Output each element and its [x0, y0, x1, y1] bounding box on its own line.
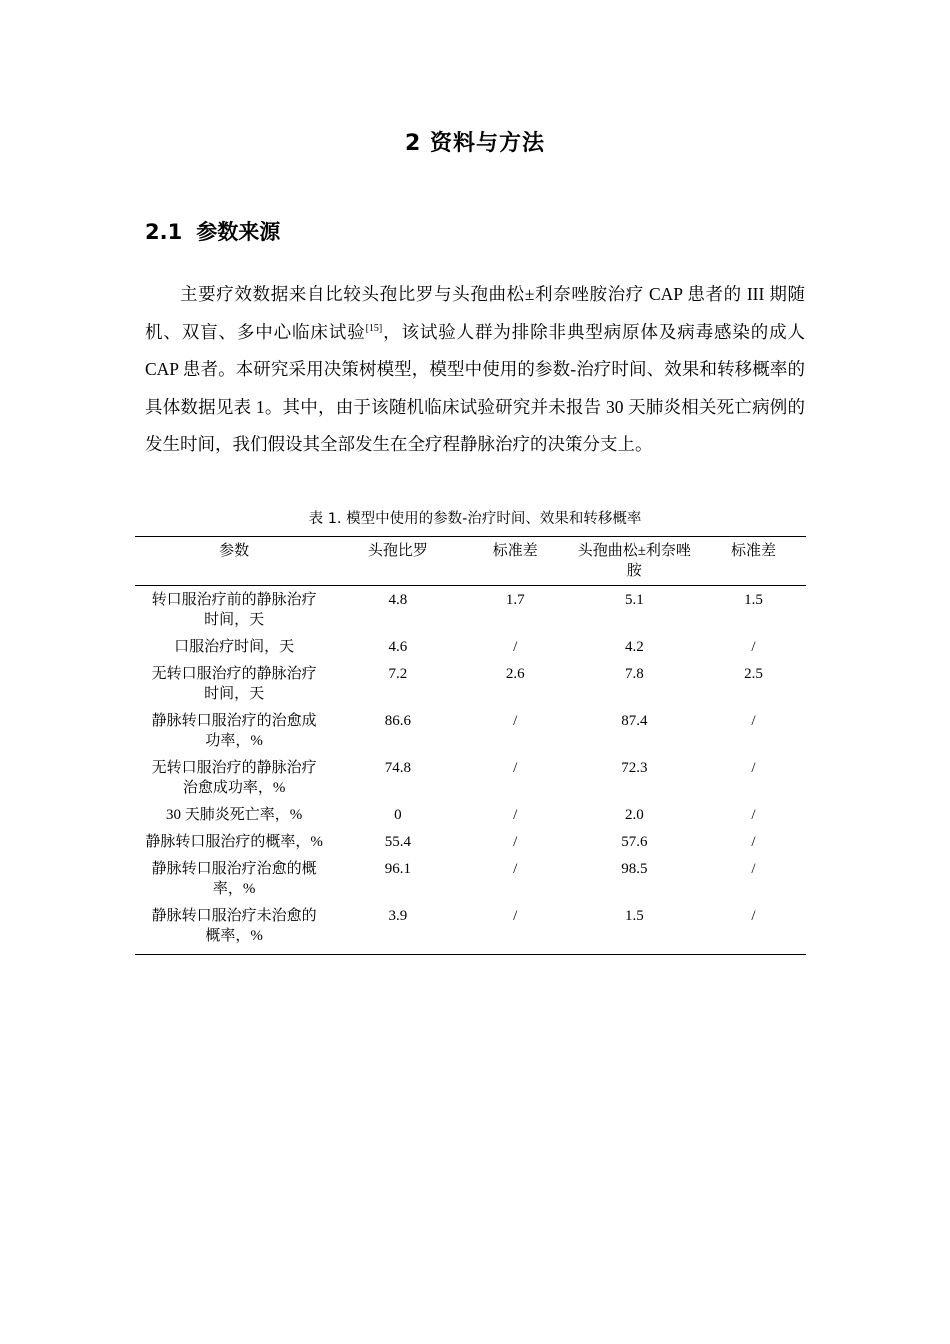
row-sd-1-cell: / — [513, 760, 518, 776]
parameters-table — [135, 536, 806, 955]
row-ceftriaxone-linezolid-cell: 87.4 — [621, 713, 648, 729]
row-param-cell: 静脉转口服治疗的治愈成功率，% — [151, 713, 317, 749]
row-sd-1-cell: / — [513, 908, 518, 924]
table-row — [135, 661, 806, 708]
row-ceftobiprole-cell: 74.8 — [384, 760, 412, 776]
table-body — [135, 586, 806, 955]
row-ceftobiprole-cell: 86.6 — [384, 713, 412, 729]
header-param: 参数 — [219, 543, 250, 559]
row-sd-1-cell: 2.6 — [505, 666, 525, 682]
row-sd-1-cell: / — [513, 713, 518, 729]
row-sd-2-cell: / — [751, 807, 756, 823]
row-ceftobiprole-cell: 96.1 — [384, 861, 412, 877]
table-row — [135, 829, 806, 856]
section-title: 参数来源 — [196, 220, 281, 244]
table-row — [135, 856, 806, 903]
header-sd-2: 标准差 — [730, 543, 776, 559]
table-header-row — [135, 537, 806, 586]
row-ceftobiprole-cell: 7.2 — [388, 666, 408, 682]
row-ceftobiprole-cell: 0 — [394, 807, 402, 823]
row-sd-1-cell: / — [513, 861, 518, 877]
row-ceftriaxone-linezolid-cell: 57.6 — [621, 834, 648, 850]
row-sd-2-cell: / — [751, 834, 756, 850]
row-sd-2-cell: / — [751, 760, 756, 776]
row-sd-2-cell: 1.5 — [744, 592, 763, 608]
row-param-cell: 无转口服治疗的静脉治疗时间，天 — [151, 666, 317, 702]
row-sd-2-cell: / — [751, 861, 756, 877]
section-number: 2.1 — [145, 220, 183, 244]
section-heading — [145, 216, 280, 246]
row-param-cell: 静脉转口服治疗未治愈的概率，% — [151, 908, 317, 944]
row-sd-1-cell: / — [513, 807, 518, 823]
row-ceftobiprole-cell: 3.9 — [388, 908, 408, 924]
chapter-title: 2 资料与方法 — [405, 131, 545, 156]
row-param-cell: 口服治疗时间，天 — [174, 639, 295, 655]
row-ceftobiprole-cell: 4.8 — [388, 592, 408, 608]
row-ceftriaxone-linezolid-cell: 5.1 — [624, 592, 644, 608]
row-ceftriaxone-linezolid-cell: 7.8 — [624, 666, 644, 682]
row-sd-1-cell: / — [513, 639, 518, 655]
paragraph-part-1: 主要疗效数据来自比较头孢比罗与头孢曲松±利奈唑胺治疗 CAP 患者的 III 期随机、双盲、多中心临床试验 — [145, 284, 805, 342]
table-caption: 表 1. 模型中使用的参数-治疗时间、效果和转移概率 — [308, 511, 642, 527]
citation-marker: [15] — [365, 322, 383, 334]
row-param-cell: 转口服治疗前的静脉治疗时间，天 — [151, 592, 317, 628]
row-sd-2-cell: / — [751, 908, 756, 924]
paragraph-part-2: ，该试验人群为排除非典型病原体及病毒感染的成人 CAP 患者。本研究采用决策树模型，模型中使用的参数-治疗时间、效果和转移概率的具体数据见表 1。其中，由于该随机临床试验研究并未报告 30 天肺炎相关死亡病例的发生时间，我们假设其全部发生在全疗程静脉治疗的决策分支上。 — [145, 321, 806, 454]
row-ceftobiprole-cell: 55.4 — [384, 834, 412, 850]
table-row — [135, 586, 806, 635]
header-sd-1: 标准差 — [492, 543, 538, 559]
row-ceftriaxone-linezolid-cell: 72.3 — [621, 760, 648, 776]
row-param-cell: 静脉转口服治疗的概率，% — [145, 834, 323, 850]
row-ceftriaxone-linezolid-cell: 2.0 — [624, 807, 644, 823]
row-sd-2-cell: 2.5 — [744, 666, 763, 682]
table-row — [135, 903, 806, 955]
header-ceftobiprole: 头孢比罗 — [367, 543, 428, 559]
row-sd-1-cell: / — [513, 834, 518, 850]
table-row — [135, 708, 806, 755]
row-sd-2-cell: / — [751, 713, 756, 729]
table-row — [135, 802, 806, 829]
table-row — [135, 755, 806, 802]
row-sd-1-cell: 1.7 — [505, 592, 525, 608]
row-ceftriaxone-linezolid-cell: 1.5 — [624, 908, 644, 924]
row-param-cell: 30 天肺炎死亡率，% — [165, 807, 303, 823]
row-ceftriaxone-linezolid-cell: 4.2 — [624, 639, 644, 655]
row-param-cell: 静脉转口服治疗治愈的概率，% — [151, 861, 317, 897]
row-ceftriaxone-linezolid-cell: 98.5 — [621, 861, 648, 877]
table-row — [135, 634, 806, 661]
row-sd-2-cell: / — [751, 639, 756, 655]
row-ceftobiprole-cell: 4.6 — [388, 639, 408, 655]
header-ceftriaxone-linezolid: 头孢曲松±利奈唑胺 — [577, 543, 691, 579]
row-param-cell: 无转口服治疗的静脉治疗治愈成功率，% — [151, 760, 317, 796]
body-paragraph — [145, 276, 805, 464]
